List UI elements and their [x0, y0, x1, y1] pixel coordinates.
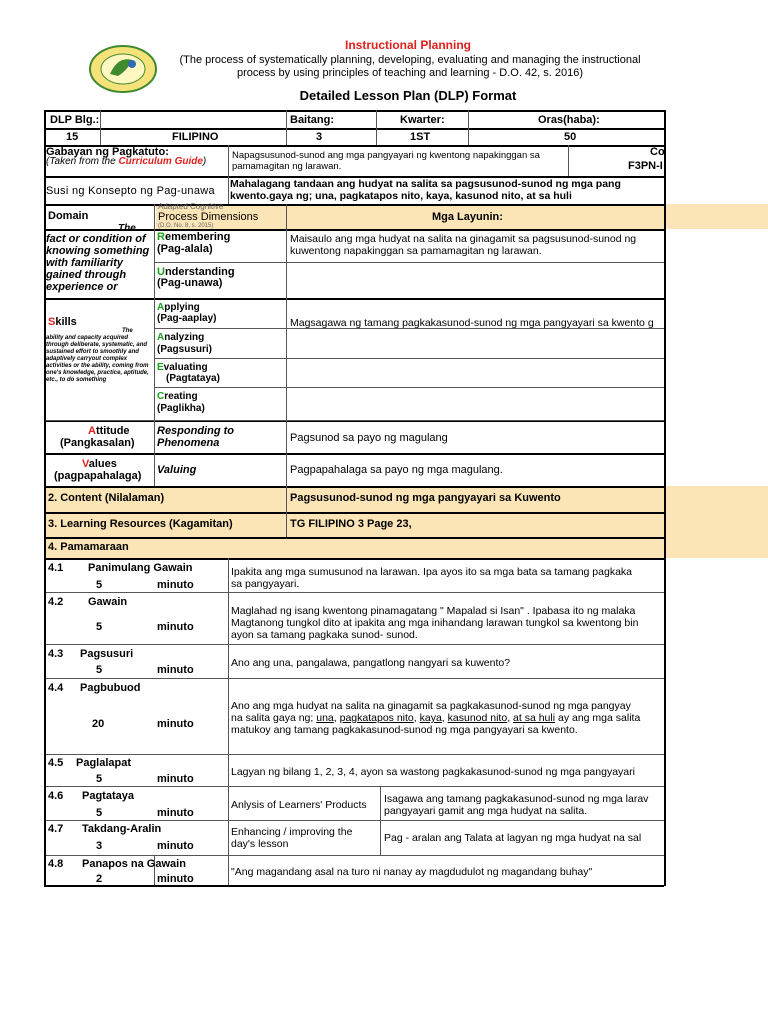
highlight-pamamaraan [44, 537, 768, 558]
skills-desc: ability and capacity acquired through deliberate, systematic, and sustained effort to smoothly and adaptively carryout complex activities or the ability, coming from one's knowledge, practice, aptitude, etc., to do something [46, 335, 149, 383]
values-sub: (pagpapahalaga) [54, 470, 142, 482]
step-4-4-min: 20 [92, 718, 105, 730]
step-4-4-text-3: matukoy ang tamang pagkakasunod-sunod ng mga pangyayari sa kwento. [231, 724, 578, 736]
knowledge-desc: fact or condition of knowing something with familiarity gained through experience or [46, 233, 150, 293]
baitang-value: 3 [316, 131, 323, 143]
step-4-8-min: 2 [96, 873, 103, 885]
kwarter-value: 1ST [410, 131, 431, 143]
content-value: Pagsusunod-sunod ng mga pangyayari sa Kuwento [290, 492, 561, 504]
susi-value-1: Mahalagang tandaan ang hudyat na salita sa pagsusunod-sunod ng mga pang [230, 178, 621, 190]
values-process: Valuing [157, 464, 197, 476]
process-clip2: (D.O. No. 8, s. 2015) [158, 223, 214, 229]
code-value: F3PN-I [628, 160, 663, 172]
dlp-value: 15 [66, 131, 79, 143]
baitang-label: Baitang: [290, 114, 334, 126]
step-4-6-unit: minuto [157, 807, 194, 819]
step-4-7-num: 4.7 [48, 823, 64, 835]
step-4-3-text: Ano ang una, pangalawa, pangatlong nangyari sa kuwento? [231, 657, 511, 669]
step-4-1-text-2: sa pangyayari. [231, 578, 300, 590]
step-4-1-text-1: Ipakita ang mga sumusunod na larawan. Ipa ayos ito sa mga bata sa tamang pagkaka [231, 566, 632, 578]
content-label: 2. Content (Nilalaman) [48, 492, 165, 504]
process-label: Process Dimensions [158, 211, 259, 223]
mga-layunin-label: Mga Layunin: [432, 211, 503, 223]
step-4-6-text-2: pangyayari gamit ang mga hudyat na salita. [384, 805, 588, 817]
step-4-2-num: 4.2 [48, 596, 64, 608]
applying-obj: Magsagawa ng tamang pagkakasunod-sunod ng mga pangyayari sa kwento g [290, 317, 654, 329]
doc-description: (The process of systematically planning, developing, evaluating and managing the instructional process by using principles of teaching and learning - D.O. 42, s. 2016) [179, 54, 641, 79]
step-4-7-unit: minuto [157, 840, 194, 852]
remembering-sub: (Pag-alala) [157, 243, 213, 255]
step-4-5-unit: minuto [157, 773, 194, 785]
skills-label: Skills [48, 316, 77, 328]
step-4-2-unit: minuto [157, 621, 194, 633]
step-4-2-text-3: ayon sa tamang pagkaka sunod- sunod. [231, 629, 418, 641]
remembering-label: Remembering [157, 231, 231, 243]
resources-label: 3. Learning Resources (Kagamitan) [48, 518, 233, 530]
step-4-8-text: "Ang magandang asal na turo ni nanay ay magdudulot ng magandang buhay" [231, 866, 593, 878]
understanding-label: Understanding [157, 266, 235, 278]
step-4-4-text-1: Ano ang mga hudyat na salita na ginagamit sa pagkakasunod-sunod ng mga pangyay [231, 700, 631, 712]
step-4-3-unit: minuto [157, 664, 194, 676]
step-4-1-min: 5 [96, 579, 103, 591]
step-4-6-sub: Anlysis of Learners' Products [231, 799, 367, 811]
code-label: Co [650, 146, 665, 158]
oras-label: Oras(haba): [538, 114, 600, 126]
step-4-4-unit: minuto [157, 718, 194, 730]
step-4-1-unit: minuto [157, 579, 194, 591]
step-4-1-name: Panimulang Gawain [88, 562, 193, 574]
step-4-2-text-2: Magtanong tungkol dito at ipakita ang mga inihandang larawan tungkol sa kwentong bin [231, 617, 639, 629]
kwarter-label: Kwarter: [400, 114, 445, 126]
step-4-6-min: 5 [96, 807, 103, 819]
dlp-label: DLP Blg.: [50, 114, 100, 126]
step-4-4-name: Pagbubuod [80, 682, 141, 694]
domain-label: Domain [48, 210, 89, 222]
gabay-value: Napagsusunod-sunod ang mga pangyayari ng kwentong napakinggan sa pamamagitan ng larawan. [232, 150, 540, 172]
attitude-obj: Pagsunod sa payo ng magulang [290, 432, 448, 444]
analyzing-label: Analyzing [157, 332, 205, 343]
remembering-obj-2: kuwentong napakinggan sa pamamagitan ng larawan. [290, 245, 542, 257]
step-4-7-text: Pag - aralan ang Talata at lagyan ng mga hudyat na sal [384, 832, 642, 844]
evaluating-label: Evaluating [157, 362, 208, 373]
step-4-2-text-1: Maglahad ng isang kwentong pinamagatang " Mapalad si Isan" . Ipabasa ito ng malaka [231, 605, 636, 617]
step-4-3-num: 4.3 [48, 648, 64, 660]
resources-value: TG FILIPINO 3 Page 23, [290, 518, 412, 530]
step-4-8-num: 4.8 [48, 858, 64, 870]
doc-title: Instructional Planning [344, 38, 471, 52]
oras-value: 50 [564, 131, 577, 143]
step-4-4-text-2: na salita gaya ng; una, pagkatapos nito, kaya, kasunod nito, at sa huli ay ang mga salita [231, 712, 641, 724]
step-4-5-num: 4.5 [48, 757, 64, 769]
values-obj: Pagpapahalaga sa payo ng mga magulang. [290, 464, 503, 476]
format-title: Detailed Lesson Plan (DLP) Format [299, 88, 517, 103]
step-4-6-num: 4.6 [48, 790, 64, 802]
gabay-label: Gabayan ng Pagkatuto: [46, 146, 169, 158]
knowledge-clip: The [118, 223, 136, 234]
remembering-obj-1: Maisaulo ang mga hudyat na salita na ginagamit sa pagsusunod-sunod ng [290, 233, 637, 245]
step-4-1-num: 4.1 [48, 562, 64, 574]
subject-value: FILIPINO [172, 131, 219, 143]
step-4-8-name: Panapos na Gawain [82, 858, 186, 870]
skills-desc-the: The [122, 328, 133, 334]
attitude-sub: (Pangkasalan) [60, 437, 135, 449]
step-4-6-text-1: Isagawa ang tamang pagkakasunod-sunod ng mga larav [384, 793, 649, 805]
step-4-2-name: Gawain [88, 596, 128, 608]
step-4-2-min: 5 [96, 621, 103, 633]
susi-value-2: kwento.gaya ng; una, pagkatapos nito, kaya, kasunod nito, at sa huli [230, 190, 572, 202]
process-clip: Adapted Cognitive [158, 202, 224, 211]
step-4-6-name: Pagtataya [82, 790, 134, 802]
step-4-5-min: 5 [96, 773, 103, 785]
values-label: Values [82, 458, 117, 470]
gabay-note: (Taken from the Curriculum Guide) [46, 156, 207, 167]
understanding-sub: (Pag-unawa) [157, 277, 223, 289]
step-4-3-name: Pagsusuri [80, 648, 134, 660]
step-4-7-sub-1: Enhancing / improving the [231, 826, 353, 838]
step-4-5-text: Lagyan ng bilang 1, 2, 3, 4, ayon sa wastong pagkakasunod-sunod ng mga pangyayari [231, 766, 635, 778]
step-4-7-sub-2: day's lesson [231, 838, 289, 850]
pamamaraan-label: 4. Pamamaraan [48, 541, 129, 553]
attitude-process-1: Responding to [157, 425, 234, 437]
step-4-4-num: 4.4 [48, 682, 64, 694]
step-4-5-name: Paglalapat [76, 757, 132, 769]
applying-sub: (Pag-aaplay) [157, 313, 217, 324]
attitude-process-2: Phenomena [157, 437, 220, 449]
creating-label: Creating [157, 391, 198, 402]
analyzing-sub: (Pagsusuri) [157, 344, 213, 355]
susi-label: Susi ng Konsepto ng Pag-unawa [46, 185, 215, 197]
creating-sub: (Paglikha) [157, 403, 205, 414]
evaluating-sub: (Pagtataya) [166, 373, 220, 384]
applying-label: Applying [157, 302, 200, 313]
step-4-3-min: 5 [96, 664, 103, 676]
attitude-label: Attitude [88, 425, 130, 437]
step-4-8-unit: minuto [157, 873, 194, 885]
step-4-7-min: 3 [96, 840, 103, 852]
step-4-7-name: Takdang-Aralin [82, 823, 162, 835]
